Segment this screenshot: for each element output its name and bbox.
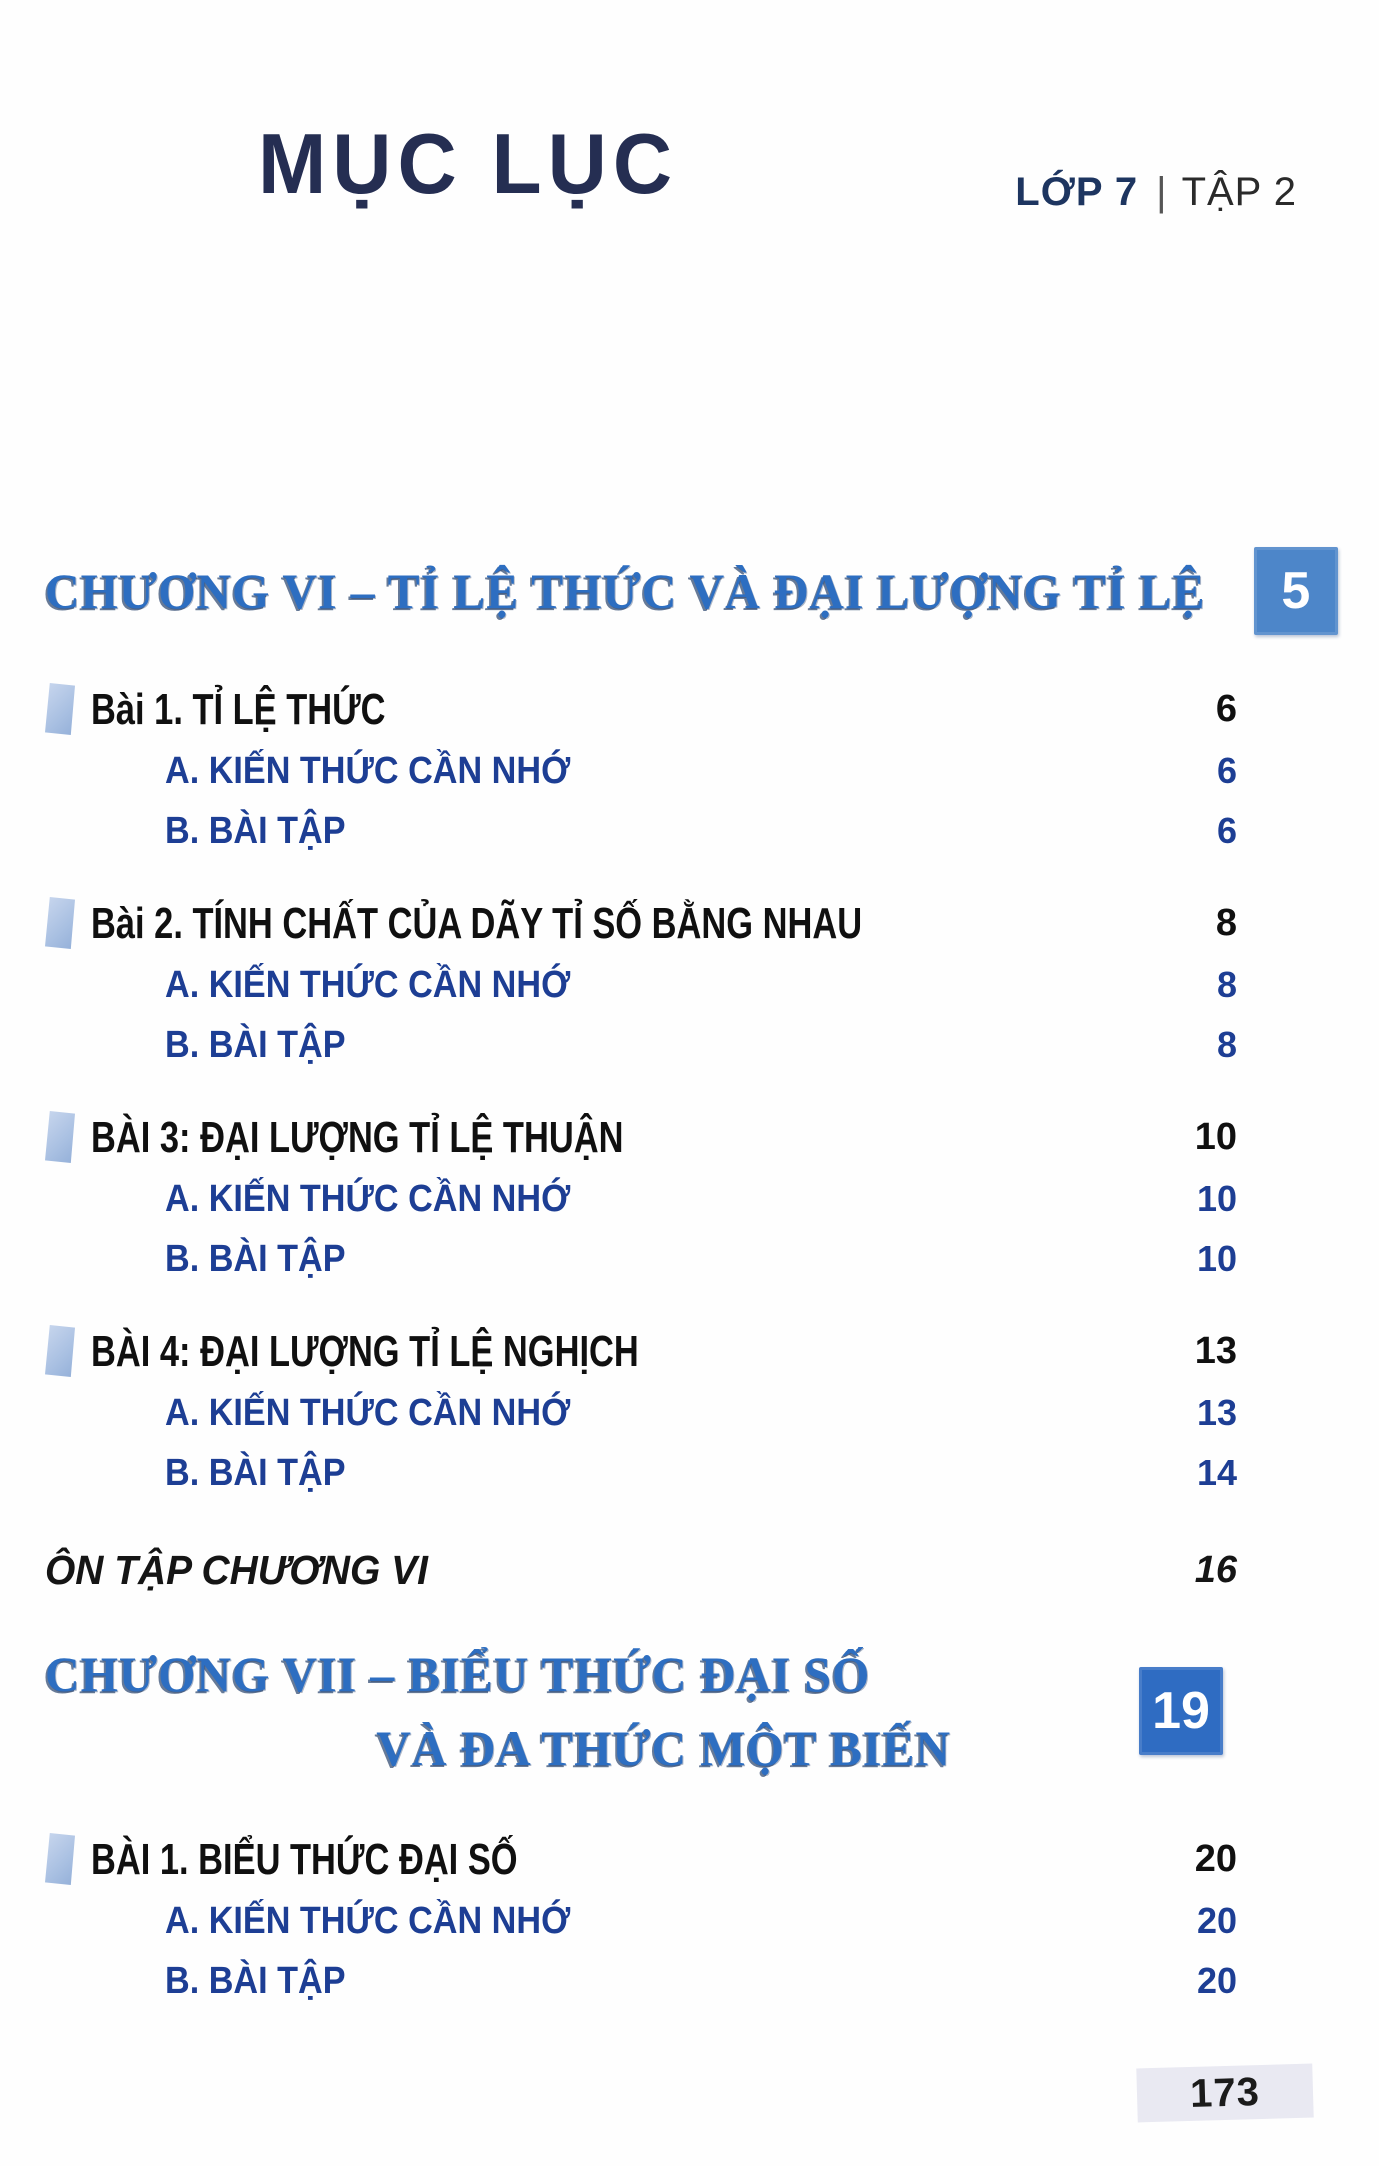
item-label: A. KIẾN THỨC CẦN NHỚ	[165, 1177, 571, 1220]
lesson-bookmark-icon	[45, 1833, 75, 1885]
toc-row-sub	[45, 955, 1237, 1015]
item-label: B. BÀI TẬP	[165, 1023, 346, 1066]
footer-page-number-band	[1136, 2064, 1313, 2123]
item-label: ÔN TẬP CHƯƠNG VI	[45, 1546, 428, 1593]
toc-row-sub	[45, 1015, 1237, 1075]
item-label: A. KIẾN THỨC CẦN NHỚ	[165, 1391, 571, 1434]
header-separator: |	[1156, 170, 1168, 214]
toc-row-lesson	[45, 677, 1237, 741]
volume-label: TẬP 2	[1181, 170, 1297, 214]
item-label: Bài 1. TỈ LỆ THỨC	[91, 684, 386, 733]
item-label: B. BÀI TẬP	[165, 1237, 346, 1280]
grade-label: LỚP 7	[1015, 170, 1139, 214]
book-toc-page	[0, 118, 1379, 2166]
table-of-contents	[45, 513, 1311, 2011]
item-label: Bài 2. TÍNH CHẤT CỦA DÃY TỈ SỐ BẰNG NHAU	[91, 898, 863, 947]
item-page-number: 20	[1196, 1900, 1237, 1941]
item-page-number: 14	[1196, 1452, 1237, 1493]
item-page-number: 13	[1194, 1329, 1237, 1372]
toc-row-review	[45, 1537, 1237, 1603]
toc-row-lesson	[45, 891, 1237, 955]
item-page-number: 20	[1196, 1960, 1237, 2001]
toc-row-lesson	[45, 1827, 1237, 1891]
toc-row-sub	[45, 741, 1237, 801]
chapter-page-box: 19	[1139, 1667, 1223, 1755]
chapter-title-line: CHƯƠNG VII – BIỂU THỨC ĐẠI SỐ	[45, 1646, 871, 1702]
chapter-title	[45, 554, 1254, 628]
item-page-number: 6	[1215, 687, 1237, 730]
footer-page-number: 173	[1189, 2069, 1261, 2116]
item-label: B. BÀI TẬP	[165, 1451, 346, 1494]
lesson-bookmark-icon	[45, 683, 75, 735]
toc-row-sub	[45, 1229, 1237, 1289]
toc-row-lesson	[45, 1319, 1237, 1383]
toc-row-sub	[45, 801, 1237, 861]
item-label: BÀI 3: ĐẠI LƯỢNG TỈ LỆ THUẬN	[91, 1112, 624, 1161]
item-page-number: 10	[1196, 1238, 1237, 1279]
item-label: A. KIẾN THỨC CẦN NHỚ	[165, 749, 571, 792]
toc-row-sub	[45, 1169, 1237, 1229]
toc-row-sub	[45, 1891, 1237, 1951]
item-label: B. BÀI TẬP	[165, 809, 346, 852]
item-page-number: 20	[1194, 1837, 1237, 1880]
toc-row-sub	[45, 1951, 1237, 2011]
page-header	[1015, 170, 1297, 215]
item-label: BÀI 4: ĐẠI LƯỢNG TỈ LỆ NGHỊCH	[91, 1326, 639, 1375]
item-label: A. KIẾN THỨC CẦN NHỚ	[165, 963, 571, 1006]
item-page-number: 8	[1216, 964, 1237, 1005]
item-label: B. BÀI TẬP	[165, 1959, 346, 2002]
chapter-title-line: CHƯƠNG VI – TỈ LỆ THỨC VÀ ĐẠI LƯỢNG TỈ LỆ	[45, 563, 1206, 619]
chapter-title	[45, 1637, 1139, 1785]
lesson-bookmark-icon	[45, 1111, 75, 1163]
chapter-page-box: 5	[1254, 547, 1338, 635]
lesson-bookmark-icon	[45, 1325, 75, 1377]
chapter-title-line: VÀ ĐA THỨC MỘT BIẾN	[376, 1720, 951, 1776]
item-page-number: 10	[1196, 1178, 1237, 1219]
item-label: BÀI 1. BIỂU THỨC ĐẠI SỐ	[91, 1834, 518, 1883]
item-page-number: 16	[1194, 1548, 1237, 1591]
lesson-bookmark-icon	[45, 897, 75, 949]
chapter-heading	[45, 1637, 1237, 1785]
chapter-heading	[45, 547, 1311, 635]
toc-row-sub	[45, 1443, 1237, 1503]
item-page-number: 13	[1196, 1392, 1237, 1433]
item-page-number: 8	[1216, 1024, 1237, 1065]
item-page-number: 6	[1216, 810, 1237, 851]
page-title: MỤC LỤC	[258, 117, 679, 212]
item-label: A. KIẾN THỨC CẦN NHỚ	[165, 1899, 571, 1942]
item-page-number: 8	[1215, 901, 1237, 944]
toc-row-lesson	[45, 1105, 1237, 1169]
toc-row-sub	[45, 1383, 1237, 1443]
item-page-number: 10	[1194, 1115, 1237, 1158]
item-page-number: 6	[1216, 750, 1237, 791]
